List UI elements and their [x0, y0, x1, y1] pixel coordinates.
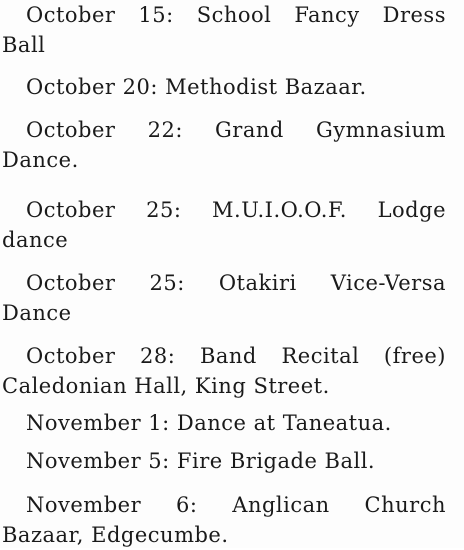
event-entry-school-fancy-dress-ball: [2, 0, 446, 60]
event-line-continued: dance: [2, 228, 69, 252]
event-line-continued: Dance.: [2, 148, 79, 172]
event-line: October 25: M.U.I.O.O.F. Lodge: [26, 198, 446, 222]
event-line: November 1: Dance at Taneatua.: [26, 411, 392, 435]
event-entry-otakiri-vice-versa-dance: [2, 268, 446, 328]
event-entry-grand-gymnasium-dance: [2, 115, 446, 175]
event-entry-dance-at-taneatua: [2, 408, 446, 438]
event-line-continued: Bazaar, Edgecumbe.: [2, 523, 229, 547]
event-line: October 22: Grand Gymnasium: [26, 118, 446, 142]
event-line-continued: Caledonian Hall, King Street.: [2, 374, 330, 398]
event-line: October 25: Otakiri Vice-Versa: [26, 271, 446, 295]
event-entry-band-recital: [2, 341, 446, 401]
event-line: October 28: Band Recital (free): [26, 344, 446, 368]
event-entry-anglican-church-bazaar: [2, 490, 446, 550]
event-entry-methodist-bazaar: [2, 72, 446, 102]
event-line-continued: Ball: [2, 33, 46, 57]
event-entry-fire-brigade-ball: [2, 446, 446, 476]
event-line: October 15: School Fancy Dress: [26, 3, 446, 27]
event-line-continued: Dance: [2, 301, 72, 325]
event-entry-muioof-lodge-dance: [2, 195, 446, 255]
event-line: November 6: Anglican Church: [26, 493, 446, 517]
event-line: October 20: Methodist Bazaar.: [26, 75, 367, 99]
event-line: November 5: Fire Brigade Ball.: [26, 449, 376, 473]
